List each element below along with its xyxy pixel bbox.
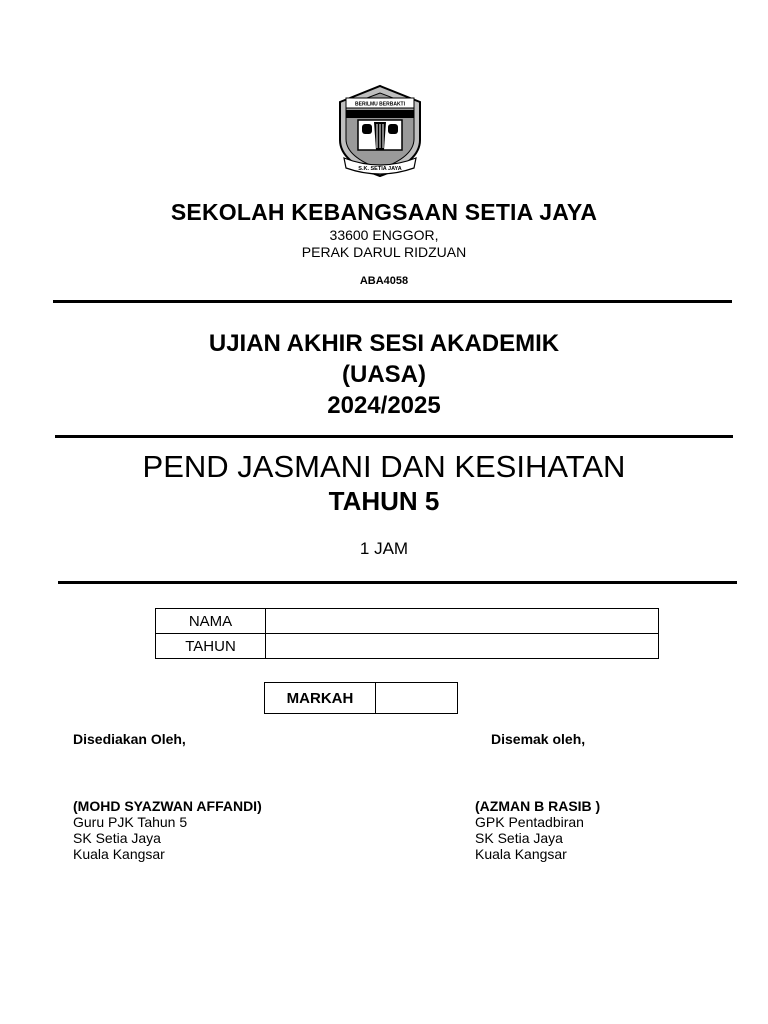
exam-session: 2024/2025 — [327, 392, 441, 419]
name-field[interactable] — [266, 609, 659, 634]
table-row — [156, 609, 659, 634]
prepared-by-block — [73, 798, 262, 862]
divider-top — [53, 300, 732, 303]
checker-name: (AZMAN B RASIB ) — [475, 798, 601, 814]
checker-school: SK Setia Jaya — [475, 830, 563, 846]
exam-title-line2: (UASA) — [342, 361, 426, 388]
table-row — [156, 634, 659, 659]
checker-location: Kuala Kangsar — [475, 846, 567, 862]
subject-year: TAHUN 5 — [328, 486, 440, 516]
preparer-role: Guru PJK Tahun 5 — [73, 814, 188, 830]
student-info-table — [155, 608, 659, 659]
divider-middle — [55, 435, 733, 438]
school-name: SEKOLAH KEBANGSAAN SETIA JAYA — [170, 199, 598, 225]
exam-title-line1: UJIAN AKHIR SESI AKADEMIK — [208, 330, 560, 357]
marks-field[interactable] — [376, 683, 458, 714]
school-address-line2: PERAK DARUL RIDZUAN — [301, 244, 467, 260]
school-crest-logo — [334, 84, 426, 180]
divider-bottom — [58, 581, 737, 584]
school-address-line1: 33600 ENGGOR, — [329, 227, 439, 243]
year-label: TAHUN — [156, 634, 266, 659]
year-field[interactable] — [266, 634, 659, 659]
preparer-school: SK Setia Jaya — [73, 830, 161, 846]
preparer-location: Kuala Kangsar — [73, 846, 165, 862]
marks-label: MARKAH — [265, 683, 376, 714]
exam-duration: 1 JAM — [359, 539, 409, 558]
name-label: NAMA — [156, 609, 266, 634]
subject-name: PEND JASMANI DAN KESIHATAN — [142, 449, 626, 484]
checked-by-heading: Disemak oleh, — [491, 731, 586, 747]
table-row — [265, 683, 458, 714]
preparer-name: (MOHD SYAZWAN AFFANDI) — [73, 798, 262, 814]
prepared-by-heading: Disediakan Oleh, — [73, 731, 186, 747]
crest-ribbon: S.K. SETIA JAYA — [358, 166, 402, 172]
checked-by-block — [475, 798, 600, 862]
school-code: ABA4058 — [359, 275, 409, 287]
crest-motto: BERILMU BERBAKTI — [355, 101, 405, 108]
checker-role: GPK Pentadbiran — [475, 814, 584, 830]
marks-table — [264, 682, 458, 714]
